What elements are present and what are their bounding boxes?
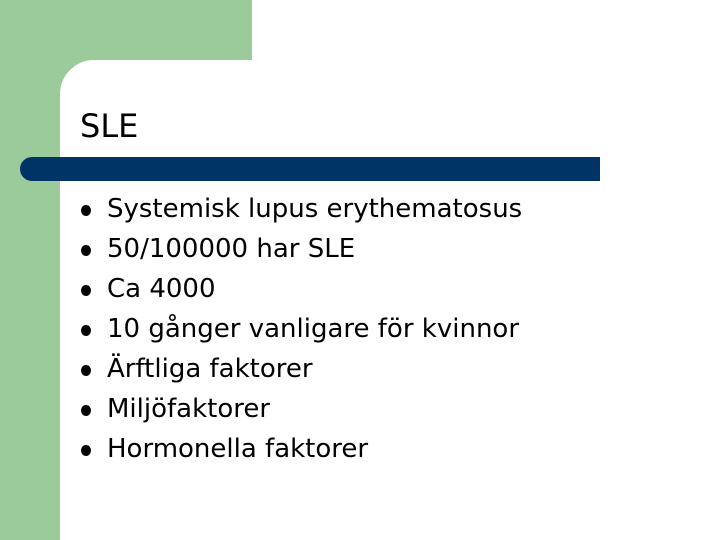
bullet-text: 10 gånger vanligare för kvinnor bbox=[107, 314, 520, 344]
bullet-text: Ca 4000 bbox=[107, 274, 216, 304]
bullet-dot-icon bbox=[81, 405, 91, 416]
bullet-text: Hormonella faktorer bbox=[107, 434, 369, 464]
bullet-item bbox=[0, 350, 640, 390]
bullet-text: Miljöfaktorer bbox=[107, 394, 271, 424]
bullet-dot-icon bbox=[81, 365, 91, 376]
bullet-item bbox=[0, 390, 640, 430]
bullet-dot-icon bbox=[81, 445, 91, 456]
bullet-list bbox=[0, 190, 640, 470]
bullet-dot-icon bbox=[81, 325, 91, 336]
bullet-text: Systemisk lupus erythematosus bbox=[107, 194, 523, 224]
bullet-item bbox=[0, 430, 640, 470]
bullet-text: Ärftliga faktorer bbox=[107, 354, 313, 384]
bullet-item bbox=[0, 190, 640, 230]
bullet-dot-icon bbox=[81, 285, 91, 296]
bullet-item bbox=[0, 230, 640, 270]
bullet-dot-icon bbox=[81, 245, 91, 256]
bullet-item bbox=[0, 270, 640, 310]
slide-title: SLE bbox=[80, 107, 139, 145]
title-underline-bar bbox=[20, 157, 600, 181]
bullet-item bbox=[0, 310, 640, 350]
bullet-text: 50/100000 har SLE bbox=[107, 234, 356, 264]
bullet-dot-icon bbox=[81, 205, 91, 216]
